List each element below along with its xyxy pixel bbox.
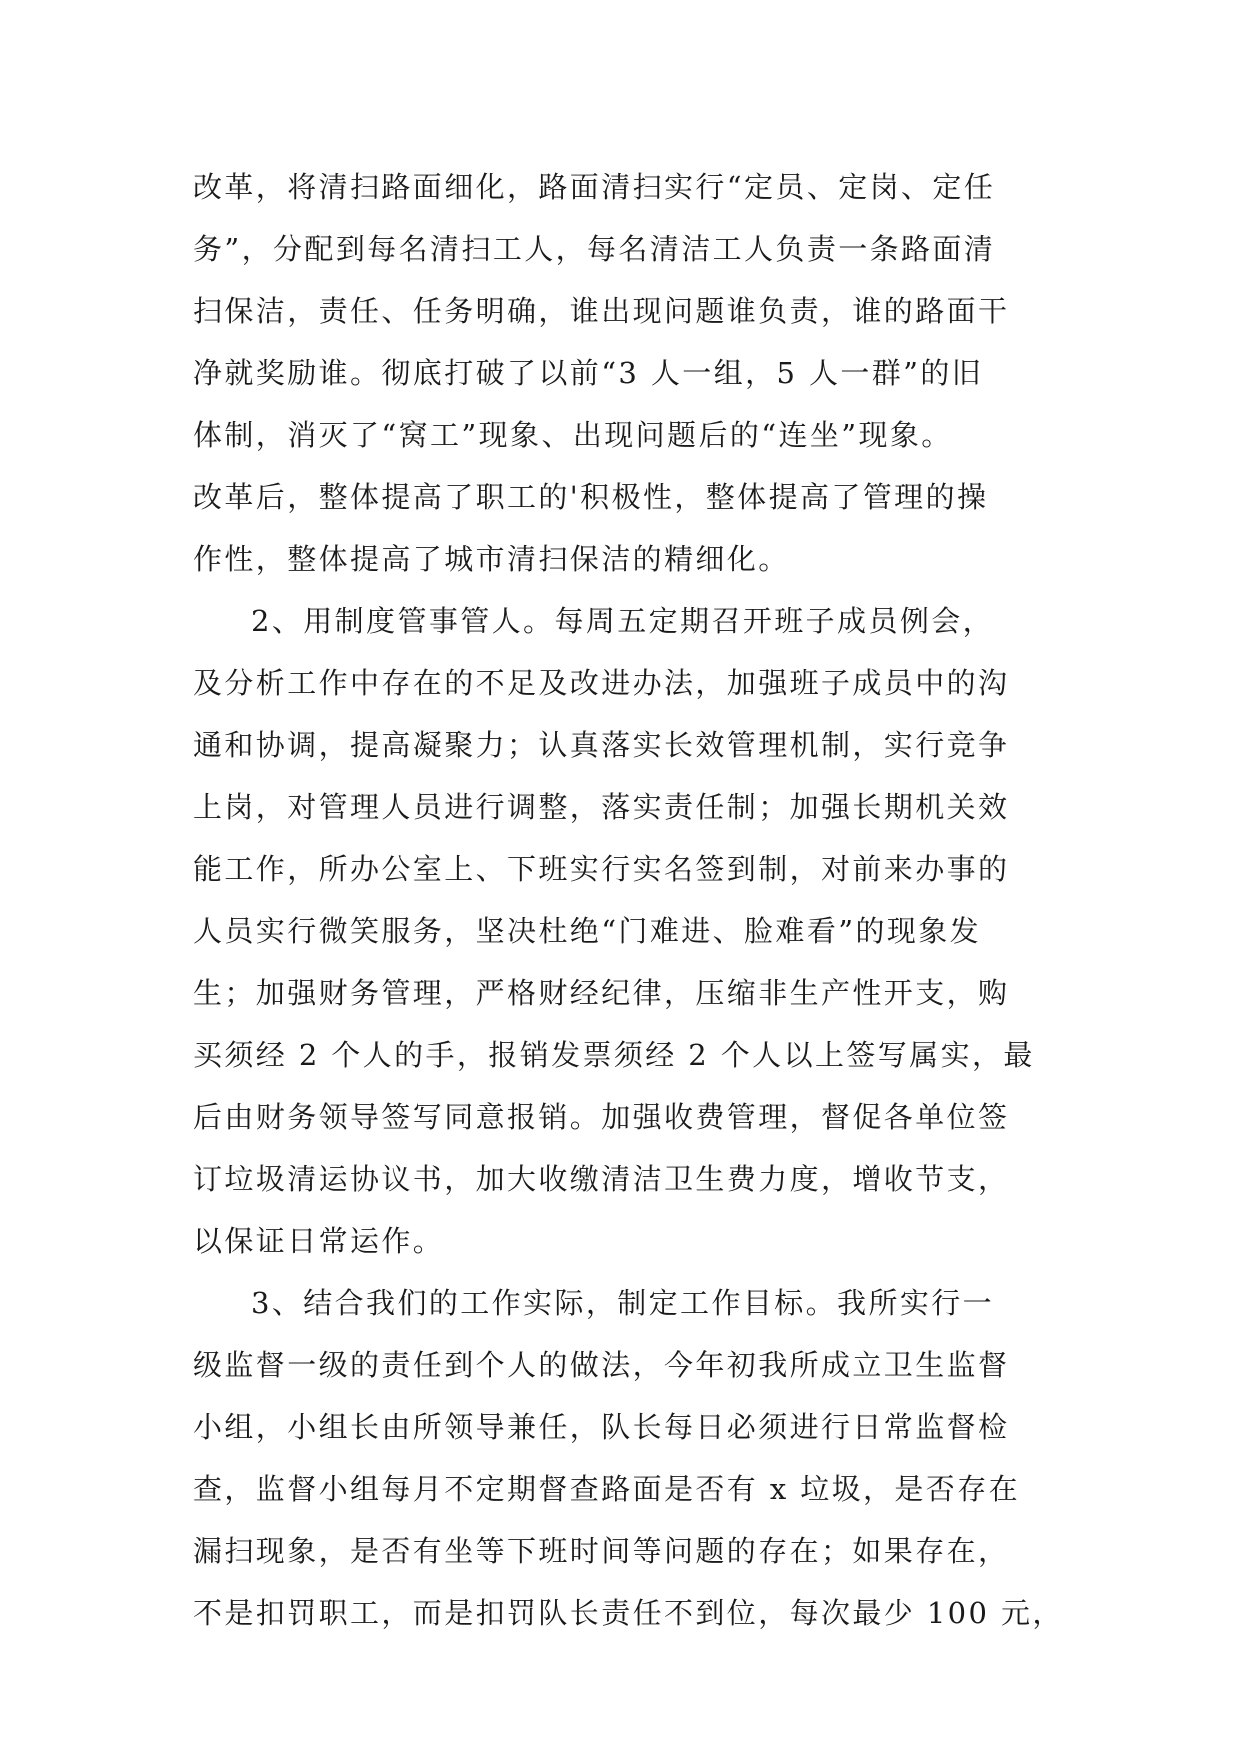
text-line: 生；加强财务管理，严格财经纪律，压缩非生产性开支，购 bbox=[193, 976, 1010, 1010]
text-line: 买须经 2 个人的手，报销发票须经 2 个人以上签写属实，最 bbox=[193, 1038, 1035, 1072]
text-line: 扫保洁，责任、任务明确，谁出现问题谁负责，谁的路面干 bbox=[193, 294, 1010, 328]
text-line: 人员实行微笑服务，坚决杜绝“门难进、脸难看”的现象发 bbox=[193, 914, 982, 948]
text-line: 改革，将清扫路面细化，路面清扫实行“定员、定岗、定任 bbox=[193, 170, 996, 204]
text-line: 改革后，整体提高了职工的'积极性，整体提高了管理的操 bbox=[193, 480, 989, 514]
text-line: 通和协调，提高凝聚力；认真落实长效管理机制，实行竞争 bbox=[193, 728, 1010, 762]
text-line: 能工作，所办公室上、下班实行实名签到制，对前来办事的 bbox=[193, 852, 1010, 886]
text-line: 3、结合我们的工作实际，制定工作目标。我所实行一 bbox=[251, 1286, 995, 1320]
text-line: 漏扫现象，是否有坐等下班时间等问题的存在；如果存在， bbox=[193, 1534, 1010, 1568]
paragraph-2 bbox=[193, 590, 1073, 1272]
text-line: 级监督一级的责任到个人的做法，今年初我所成立卫生监督 bbox=[193, 1348, 1010, 1382]
text-line: 务”，分配到每名清扫工人，每名清洁工人负责一条路面清 bbox=[193, 232, 996, 266]
paragraph-1 bbox=[193, 156, 1073, 590]
text-line: 后由财务领导签写同意报销。加强收费管理，督促各单位签 bbox=[193, 1100, 1010, 1134]
document-body bbox=[193, 156, 1073, 1644]
text-line: 以保证日常运作。 bbox=[193, 1224, 445, 1258]
text-line: 不是扣罚职工，而是扣罚队长责任不到位，每次最少 100 元， bbox=[193, 1596, 1064, 1630]
text-line: 上岗，对管理人员进行调整，落实责任制；加强长期机关效 bbox=[193, 790, 1010, 824]
text-line: 体制，消灭了“窝工”现象、出现问题后的“连坐”现象。 bbox=[193, 418, 953, 452]
text-line: 2、用制度管事管人。每周五定期召开班子成员例会， bbox=[251, 604, 995, 638]
text-line: 订垃圾清运协议书，加大收缴清洁卫生费力度，增收节支， bbox=[193, 1162, 1010, 1196]
paragraph-3 bbox=[193, 1272, 1073, 1644]
text-line: 净就奖励谁。彻底打破了以前“3 人一组，5 人一群”的旧 bbox=[193, 356, 984, 390]
text-line: 及分析工作中存在的不足及改进办法，加强班子成员中的沟 bbox=[193, 666, 1010, 700]
text-line: 作性，整体提高了城市清扫保洁的精细化。 bbox=[193, 542, 790, 576]
text-line: 查，监督小组每月不定期督查路面是否有 x 垃圾，是否存在 bbox=[193, 1472, 1020, 1506]
text-line: 小组，小组长由所领导兼任，队长每日必须进行日常监督检 bbox=[193, 1410, 1010, 1444]
